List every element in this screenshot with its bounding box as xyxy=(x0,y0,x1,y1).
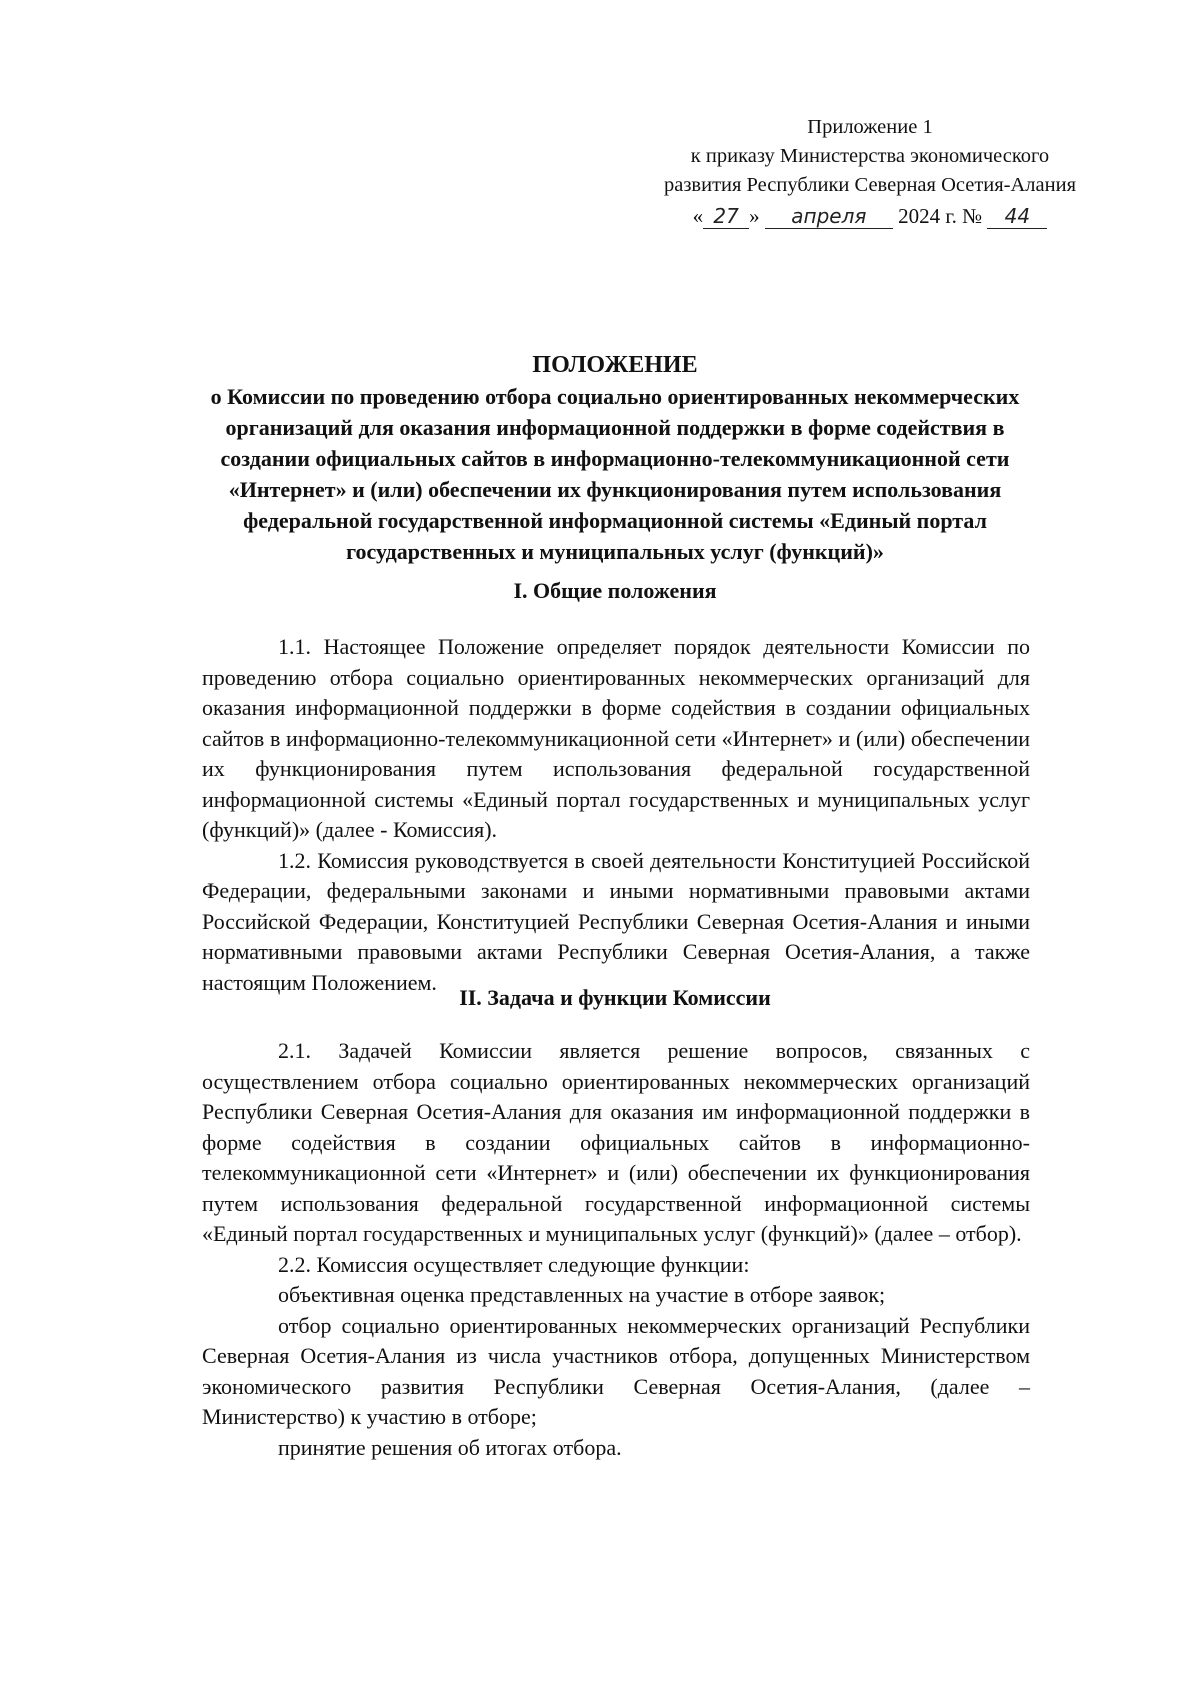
date-open-quote: « xyxy=(692,204,704,228)
function-item-1: объективная оценка представленных на участие в отборе заявок; xyxy=(278,1282,886,1307)
annex-block xyxy=(620,113,1120,231)
date-year: 2024 г. № xyxy=(898,204,983,228)
section2-heading: II. Задача и функции Комиссии xyxy=(459,985,771,1010)
annex-order-line: к приказу Министерства экономического xyxy=(690,145,1050,167)
function-item-2: отбор социально ориентированных некоммерческих организаций Республики Северная Осетия-Алания из числа участников отбора, допущенных Министерством экономического развития Республики Северная Осетия-Алания, (далее – Министерство) к участию в отборе; xyxy=(202,1312,1030,1429)
annex-date-line xyxy=(620,202,1120,231)
function-item-3: принятие решения об итогах отбора. xyxy=(278,1434,622,1460)
annex-ministry-line: развития Республики Северная Осетия-Алания xyxy=(663,174,1077,196)
handwritten-day: 27 xyxy=(703,204,749,229)
paragraph-2-1: 2.1. Задачей Комиссии является решение вопросов, связанных с осуществлением отбора социально ориентированных некоммерческих организаций Республики Северная Осетия-Алания для оказания им информационной поддержки в форме содействия в создании официальных сайтов в информационно-телекоммуникационной сети «Интернет» и (или) обеспечении их функционирования путем использования федеральной государственной информационной системы «Единый портал государственных и муниципальных услуг (функций)» (далее – отбор). xyxy=(202,1038,1030,1246)
handwritten-month: апреля xyxy=(765,204,893,229)
title-main: ПОЛОЖЕНИЕ xyxy=(532,352,698,378)
section1-body xyxy=(202,632,1030,998)
annex-title: Приложение 1 xyxy=(807,116,933,138)
paragraph-1-1: 1.1. Настоящее Положение определяет порядок деятельности Комиссии по проведению отбора социально ориентированных некоммерческих организаций для оказания информационной поддержки в форме содействия в создании официальных сайтов в информационно-телекоммуникационной сети «Интернет» и (или) обеспечении их функционирования путем использования федеральной государственной информационной системы «Единый портал государственных и муниципальных услуг (функций)» (далее - Комиссия). xyxy=(202,634,1030,842)
date-close-quote: » xyxy=(749,204,760,228)
handwritten-order-number: 44 xyxy=(987,204,1047,229)
paragraph-2-2: 2.2. Комиссия осуществляет следующие функции: xyxy=(278,1251,750,1277)
section2-body xyxy=(202,1036,1030,1463)
section1-heading: I. Общие положения xyxy=(513,578,717,603)
paragraph-1-2: 1.2. Комиссия руководствуется в своей деятельности Конституцией Российской Федерации, федеральными законами и иными нормативными правовыми актами Российской Федерации, Конституцией Республики Северная Осетия-Алания и иными нормативными правовыми актами Республики Северная Осетия-Алания, а также настоящим Положением. xyxy=(202,847,1030,995)
title-subtitle: о Комиссии по проведению отбора социально ориентированных некоммерческих организаций для оказания информационной поддержки в форме содействия в создании официальных сайтов в информационно-телекоммуникационной сети «Интернет» и (или) обеспечении их функционирования путем использования федеральной государственной информационной системы «Единый портал государственных и муниципальных услуг (функций)» xyxy=(210,384,1020,564)
document-title xyxy=(180,350,1050,567)
